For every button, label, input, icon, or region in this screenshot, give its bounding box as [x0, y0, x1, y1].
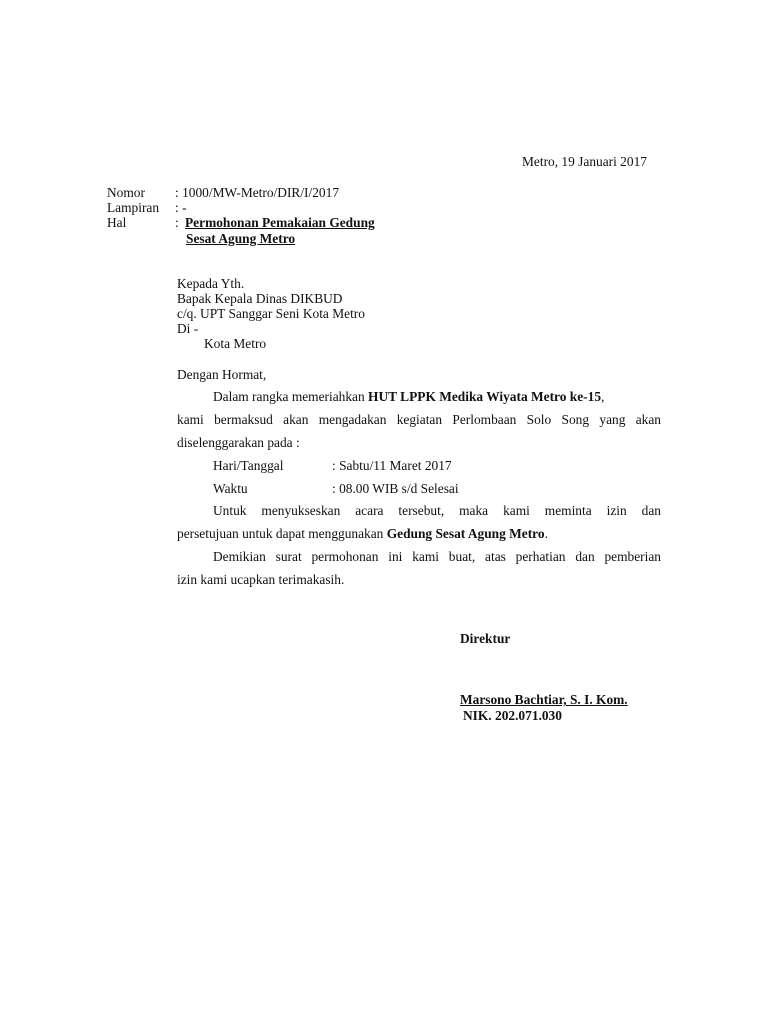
hal-subject-line1: Permohonan Pemakaian Gedung — [185, 215, 375, 230]
schedule-time-label: Waktu — [213, 481, 248, 496]
para2-line2 — [177, 526, 548, 542]
schedule-day-value: : Sabtu/11 Maret 2017 — [332, 458, 452, 473]
recipient-line1: Kepada Yth. — [177, 276, 245, 291]
para1-event-name: HUT LPPK Medika Wiyata Metro ke-15 — [368, 389, 602, 404]
hal-colon: : — [175, 215, 179, 230]
para1-pre: Dalam rangka memeriahkan — [213, 389, 369, 404]
hal-subject-line2: Sesat Agung Metro — [186, 231, 296, 246]
para1-post: , — [601, 389, 605, 404]
lampiran-label: Lampiran — [107, 200, 160, 215]
salutation: Dengan Hormat, — [177, 367, 267, 382]
signature-title: Direktur — [460, 631, 511, 646]
letter-date: Metro, 19 Januari 2017 — [522, 154, 647, 169]
recipient-line5: Kota Metro — [204, 336, 267, 351]
para1-line3: diselenggarakan pada : — [177, 435, 300, 450]
signature-nik: NIK. 202.071.030 — [463, 708, 562, 723]
para3-line1: Demikian surat permohonan ini kami buat, atas perhatian dan pemberian — [213, 549, 661, 564]
para3-line2: izin kami ucapkan terimakasih. — [177, 572, 345, 587]
schedule-time-value: : 08.00 WIB s/d Selesai — [332, 481, 459, 496]
signature-name: Marsono Bachtiar, S. I. Kom. — [460, 692, 628, 707]
para1-line2: kami bermaksud akan mengadakan kegiatan Perlombaan Solo Song yang akan — [177, 412, 661, 427]
hal-label: Hal — [107, 215, 127, 230]
recipient-line3: c/q. UPT Sanggar Seni Kota Metro — [177, 306, 365, 321]
para2-post: . — [544, 526, 548, 541]
recipient-line2: Bapak Kepala Dinas DIKBUD — [177, 291, 343, 306]
para1-line1 — [213, 389, 604, 405]
para2-pre: persetujuan untuk dapat menggunakan — [177, 526, 387, 541]
para2-line1: Untuk menyukseskan acara tersebut, maka kami meminta izin dan — [213, 503, 661, 518]
lampiran-value: : - — [175, 200, 187, 215]
schedule-day-label: Hari/Tanggal — [213, 458, 284, 473]
para2-venue: Gedung Sesat Agung Metro — [386, 526, 545, 541]
nomor-label: Nomor — [107, 185, 145, 200]
recipient-line4: Di - — [177, 321, 199, 336]
nomor-value: : 1000/MW-Metro/DIR/I/2017 — [175, 185, 340, 200]
